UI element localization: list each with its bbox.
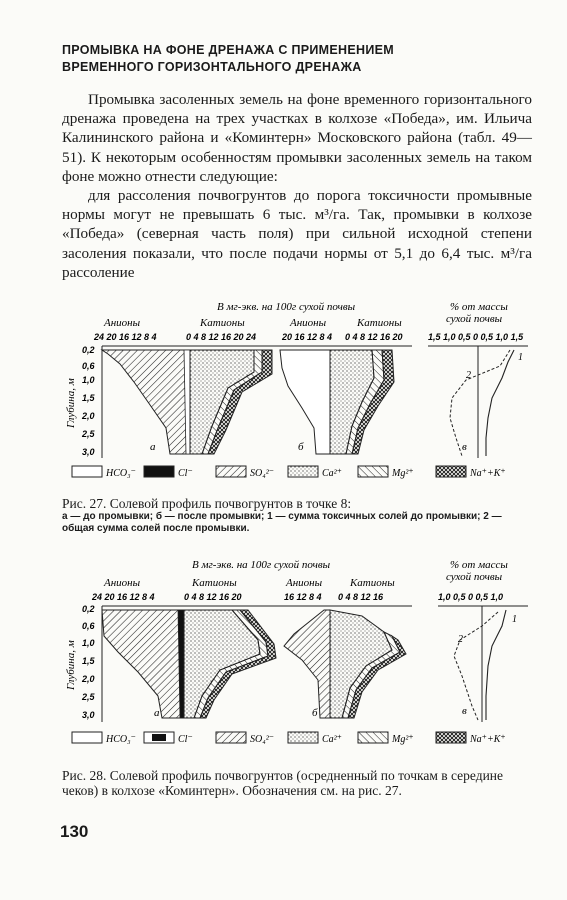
- svg-text:0,6: 0,6: [82, 361, 95, 371]
- fig28-depth-label: Глубина, м: [65, 640, 77, 690]
- svg-text:Mg²⁺: Mg²⁺: [392, 734, 414, 745]
- svg-text:0,6: 0,6: [82, 621, 95, 631]
- fig27-pct-label-1: % от массы: [450, 301, 508, 313]
- fig27-legend: [72, 466, 506, 479]
- fig28-a-letter: а: [154, 707, 160, 719]
- fig27-caption-title: Рис. 27. Солевой профиль почвогрунтов в точке 8:: [62, 496, 352, 511]
- fig28-depth-ticks: [81, 604, 96, 720]
- heading-line-1: ПРОМЫВКА НА ФОНЕ ДРЕНАЖА С ПРИМЕНЕНИЕМ: [62, 43, 394, 57]
- fig28-a-cation-ticks: 0 4 8 12 16 20: [184, 592, 242, 602]
- svg-text:3,0: 3,0: [82, 710, 95, 720]
- fig28-b-cation-ticks: 0 4 8 12 16: [338, 592, 384, 602]
- fig27-caption-legend: а — до промывки; б — после промывки; 1 — сумма токсичных солей до промывки; 2 — общая сумма солей после промывки.: [62, 511, 502, 534]
- fig28-units-label: В мг-экв. на 100г сухой почвы: [192, 559, 331, 571]
- fig27-b-anion-ticks: 20 16 12 8 4: [282, 332, 333, 342]
- fig27-panel-a: [102, 346, 302, 454]
- svg-text:3,0: 3,0: [82, 447, 95, 457]
- fig27-a-anions: Анионы: [104, 317, 141, 329]
- fig27-a-anion-ticks: 24 20 16 12 8 4: [94, 332, 157, 342]
- heading-line-2: ВРЕМЕННОГО ГОРИЗОНТАЛЬНОГО ДРЕНАЖА: [62, 60, 362, 74]
- fig27-depth-ticks: [81, 345, 96, 457]
- fig27-pct-label-2: сухой почвы: [446, 313, 503, 325]
- fig27-c-curve-2: 2: [466, 370, 471, 381]
- svg-text:SO₄²⁻: SO₄²⁻: [250, 734, 274, 745]
- svg-text:HCO₃⁻: HCO₃⁻: [106, 468, 136, 479]
- fig28-b-anions: Анионы: [286, 577, 323, 589]
- svg-text:2,0: 2,0: [82, 411, 95, 421]
- fig27-c-letter: в: [462, 441, 467, 453]
- figure-27: [62, 298, 532, 488]
- fig28-panel-c: [438, 606, 528, 722]
- fig27-b-cation-ticks: 0 4 8 12 16 20: [345, 332, 403, 342]
- fig28-caption-title: Рис. 28. Солевой профиль почвогрунтов (осредненный по точкам в середине чеков) в колхозе «Коминтерн». Обозначения см. на рис. 27.: [62, 768, 504, 798]
- svg-text:HCO₃⁻: HCO₃⁻: [106, 734, 136, 745]
- svg-text:2,0: 2,0: [82, 674, 95, 684]
- svg-text:Ca²⁺: Ca²⁺: [322, 468, 342, 479]
- svg-text:2,5: 2,5: [82, 429, 95, 439]
- fig28-b-anion-ticks: 16 12 8 4: [284, 592, 322, 602]
- paragraph-1: Промывка засоленных земель на фоне временного горизонтального дренажа проведена на трех участках в колхозе «Победа», им. Ильича Калининского района и «Коминтерн» Московского района (табл. 49—51). К некоторым особенностям промывки засоленных земель на таком фоне можно отнести следующие:: [62, 91, 532, 185]
- fig27-b-anions: Анионы: [290, 317, 327, 329]
- fig27-a-cations: Катионы: [200, 317, 245, 329]
- svg-text:1,0: 1,0: [82, 375, 95, 385]
- fig28-pct-label-2: сухой почвы: [446, 571, 503, 583]
- svg-text:Na⁺+K⁺: Na⁺+K⁺: [470, 468, 506, 479]
- fig28-c-curve-2: 2: [458, 634, 463, 645]
- fig28-panel-a: [102, 606, 292, 719]
- fig27-c-ticks: 1,5 1,0 0,5 0 0,5 1,0 1,5: [428, 332, 524, 342]
- svg-text:Ca²⁺: Ca²⁺: [322, 734, 342, 745]
- svg-text:1,5: 1,5: [82, 393, 95, 403]
- svg-text:1,0: 1,0: [82, 638, 95, 648]
- svg-text:0,2: 0,2: [82, 345, 95, 355]
- svg-text:0,2: 0,2: [82, 604, 95, 614]
- svg-text:Cl⁻: Cl⁻: [178, 468, 193, 479]
- svg-text:SO₄²⁻: SO₄²⁻: [250, 468, 274, 479]
- svg-text:Na⁺+K⁺: Na⁺+K⁺: [470, 734, 506, 745]
- svg-text:Mg²⁺: Mg²⁺: [392, 468, 414, 479]
- fig27-units-label: В мг-экв. на 100г сухой почвы: [217, 301, 356, 313]
- figure-28-caption: [62, 768, 532, 798]
- fig27-b-letter: б: [298, 441, 304, 453]
- fig27-c-curve-1: 1: [518, 352, 523, 363]
- figure-27-caption: [62, 496, 532, 535]
- fig28-a-cations: Катионы: [192, 577, 237, 589]
- fig28-b-letter: б: [312, 707, 318, 719]
- svg-text:1,5: 1,5: [82, 656, 95, 666]
- page-number: 130: [60, 822, 89, 841]
- fig28-a-anion-ticks: 24 20 16 12 8 4: [92, 592, 155, 602]
- svg-text:Cl⁻: Cl⁻: [178, 734, 193, 745]
- fig27-b-cations: Катионы: [357, 317, 402, 329]
- body-text: [62, 90, 532, 282]
- fig28-c-letter: в: [462, 705, 467, 717]
- figure-28: [62, 556, 532, 756]
- fig28-b-cations: Катионы: [350, 577, 395, 589]
- fig28-pct-label-1: % от массы: [450, 559, 508, 571]
- section-heading: [62, 42, 532, 76]
- fig28-legend: [72, 732, 506, 745]
- fig28-c-ticks: 1,0 0,5 0 0,5 1,0: [438, 592, 504, 602]
- fig28-a-anions: Анионы: [104, 577, 141, 589]
- fig28-panel-b: [282, 606, 412, 719]
- fig27-a-cation-ticks: 0 4 8 12 16 20 24: [186, 332, 257, 342]
- fig27-depth-label: Глубина, м: [65, 378, 77, 428]
- paragraph-2: для рассоления почвогрунтов до порога токсичности промывные нормы могут не превышать 6 тыс. м³/га. Так, промывки в колхозе «Победа» (северная часть поля) при сильной исходной степени засоления показали, что после подачи нормы от 5,1 до 6,4 тыс. м³/га рассоление: [62, 187, 532, 281]
- fig27-a-letter: а: [150, 441, 156, 453]
- fig27-panel-c: [428, 346, 528, 458]
- fig28-c-curve-1: 1: [512, 614, 517, 625]
- fig27-panel-b: [280, 346, 412, 454]
- svg-text:2,5: 2,5: [82, 692, 95, 702]
